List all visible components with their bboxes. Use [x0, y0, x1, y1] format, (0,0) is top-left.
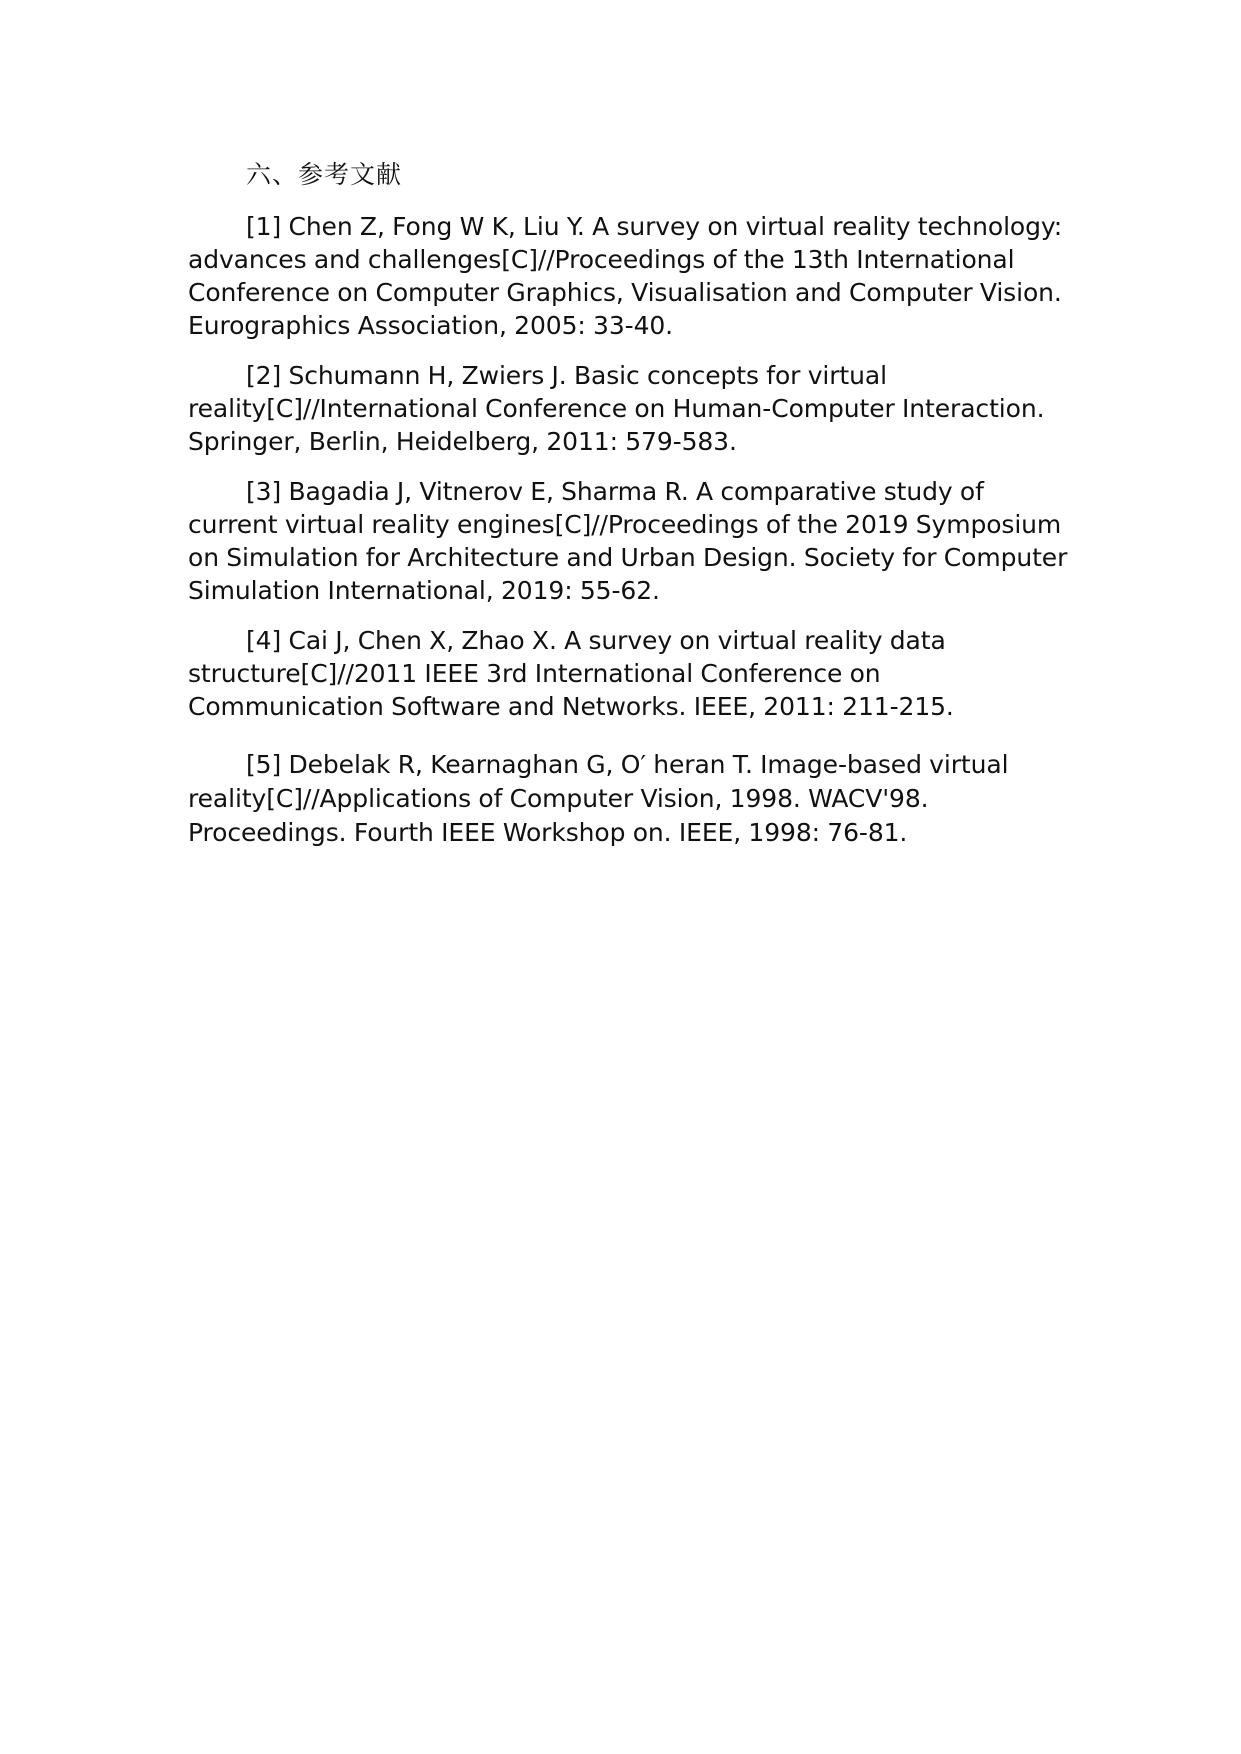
- reference-item: [5] Debelak R, Kearnaghan G, O′ heran T. Image-based virtual reality[C]//Applications of Computer Vision, 1998. WACV'98. Proceedings. Fourth IEEE Workshop on. IEEE, 1998: 76-81.: [188, 750, 1009, 847]
- section-heading: 六、参考文献: [246, 160, 403, 189]
- reference-item: [3] Bagadia J, Vitnerov E, Sharma R. A comparative study of current virtual reality engines[C]//Proceedings of the 2019 Symposium on Simulation for Architecture and Urban Design. Society for Computer Simulation International, 2019: 55-62.: [188, 477, 1068, 605]
- reference-item: [1] Chen Z, Fong W K, Liu Y. A survey on virtual reality technology: advances and challenges[C]//Proceedings of the 13th International Conference on Computer Graphics, Visualisation and Computer Vision. Eurographics Association, 2005: 33-40.: [188, 212, 1063, 340]
- references-section: [188, 158, 1068, 867]
- reference-item: [2] Schumann H, Zwiers J. Basic concepts for virtual reality[C]//International Conference on Human-Computer Interaction. Springer, Berlin, Heidelberg, 2011: 579-583.: [188, 361, 1045, 456]
- reference-item: [4] Cai J, Chen X, Zhao X. A survey on virtual reality data structure[C]//2011 IEEE 3rd International Conference on Communication Software and Networks. IEEE, 2011: 211-215.: [188, 626, 954, 721]
